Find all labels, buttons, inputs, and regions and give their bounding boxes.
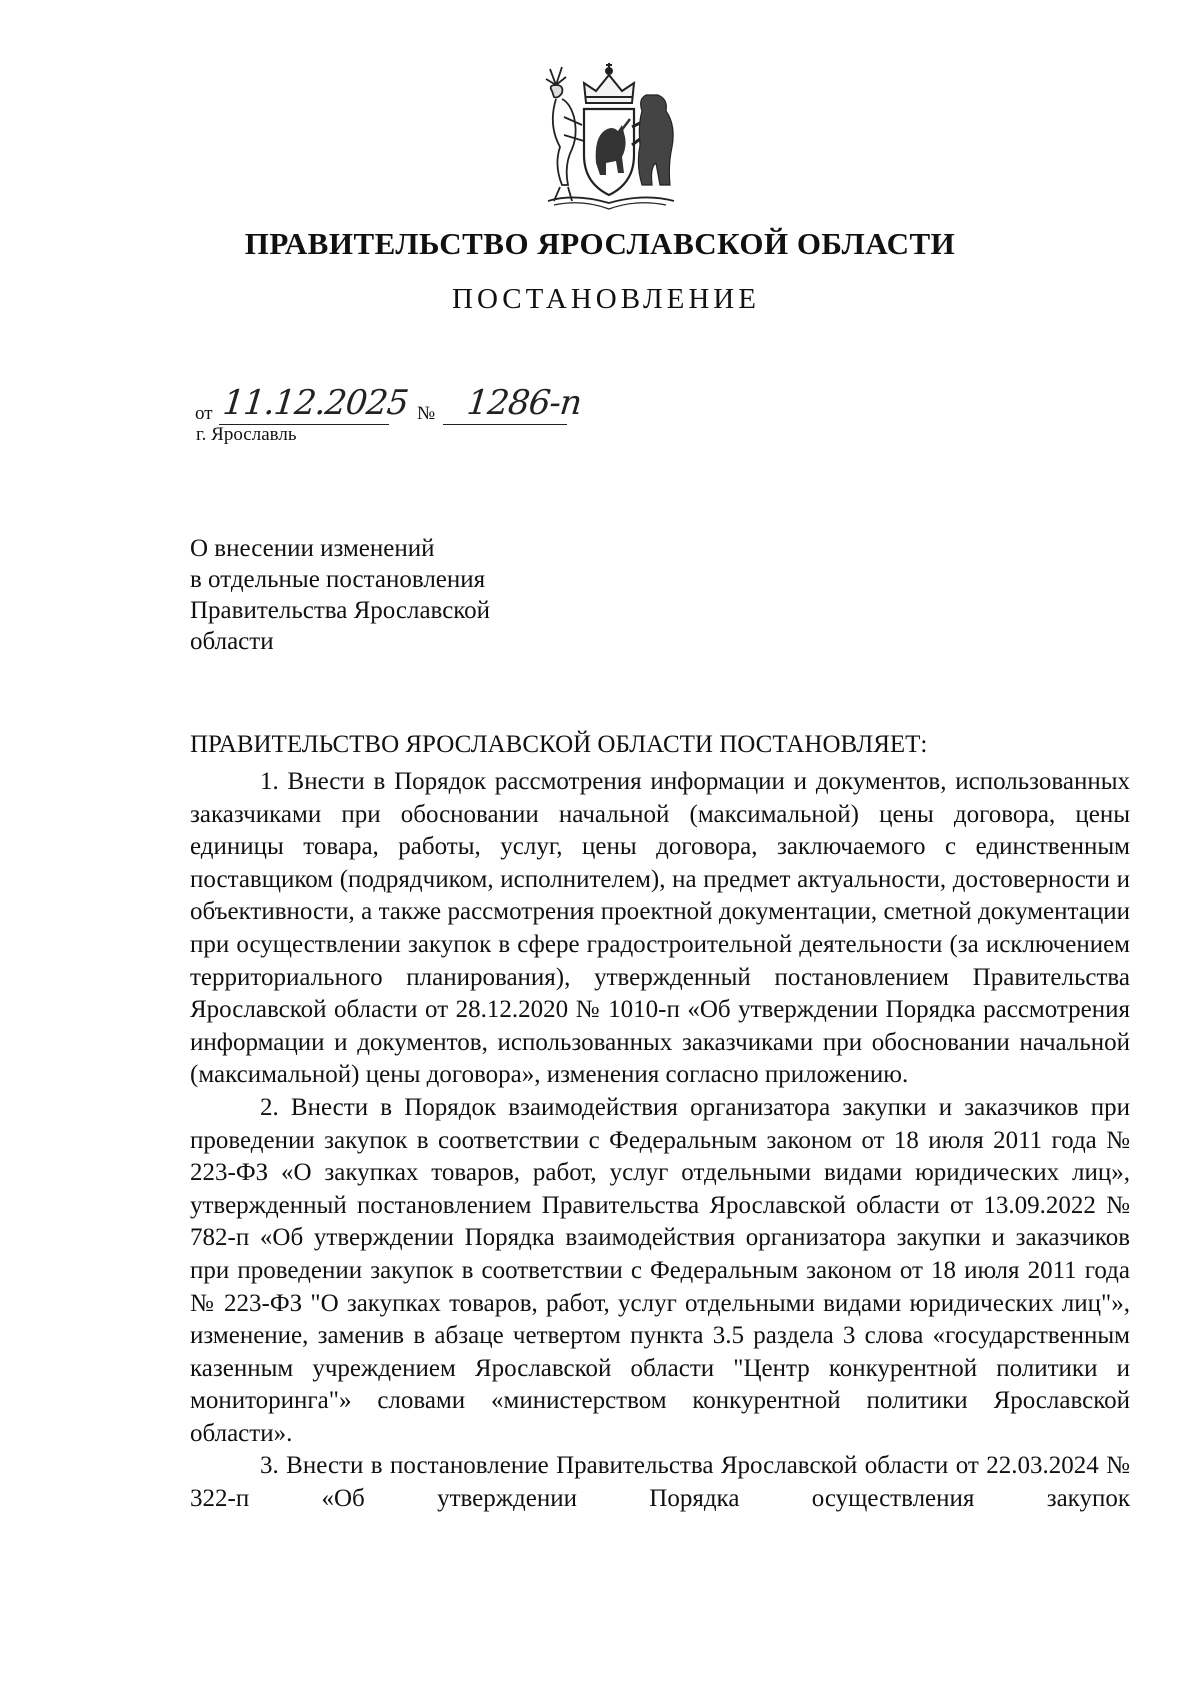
number-prefix: № bbox=[417, 403, 436, 424]
government-title: ПРАВИТЕЛЬСТВО ЯРОСЛАВСКОЙ ОБЛАСТИ bbox=[244, 226, 956, 261]
document-number: 1286-п bbox=[464, 383, 584, 423]
subject-line: в отдельные постановления bbox=[190, 566, 486, 593]
date-prefix: от bbox=[195, 403, 213, 424]
paragraph-3: 3. Внести в постановление Правительства Ярославской области от 22.03.2024 № 322-п «Об утверждении Порядка осуществления закупок bbox=[190, 1452, 1130, 1513]
document-body bbox=[190, 766, 1130, 1516]
document-subject bbox=[190, 533, 490, 657]
document-type: ПОСТАНОВЛЕНИЕ bbox=[452, 283, 760, 315]
document-date-number bbox=[195, 385, 755, 425]
document-date: 11.12.2025 bbox=[220, 383, 410, 423]
paragraph-1: 1. Внести в Порядок рассмотрения информации и документов, использованных заказчиками при обосновании начальной (максимальной) цены договора, цены единицы товара, работы, услуг, цены договора, заключаемого с единственным поставщиком (подрядчиком, исполнителем), на предмет актуальности, достоверности и объективности, а также рассмотрения проектной документации, сметной документации при осуществлении закупок в сфере градостроительной деятельности (за исключением территориального планирования), утвержденный постановлением Правительства Ярославской области от 28.12.2020 № 1010-п «Об утверждении Порядка рассмотрения информации и документов, использованных заказчиками при обосновании начальной (максимальной) цены договора», изменения согласно приложению. bbox=[190, 768, 1130, 1089]
subject-line: области bbox=[190, 628, 274, 655]
paragraph-2: 2. Внести в Порядок взаимодействия организатора закупки и заказчиков при проведении закупок в соответствии с Федеральным законом от 18 июля 2011 года № 223-ФЗ «О закупках товаров, работ, услуг отдельными видами юридических лиц», утвержденный постановлением Правительства Ярославской области от 13.09.2022 № 782-п «Об утверждении Порядка взаимодействия организатора закупки и заказчиков при проведении закупок в соответствии с Федеральным законом от 18 июля 2011 года № 223-ФЗ "О закупках товаров, работ, услуг отдельными видами юридических лиц"», изменение, заменив в абзаце четвертом пункта 3.5 раздела 3 слова «государственным казенным учреждением Ярославской области "Центр конкурентной политики и мониторинга"» словами «министерством конкурентной политики Ярославской области». bbox=[190, 1093, 1130, 1447]
yaroslavl-coat-of-arms-icon bbox=[534, 55, 684, 215]
subject-line: Правительства Ярославской bbox=[190, 597, 491, 624]
document-city: г. Ярославль bbox=[196, 424, 297, 445]
resolves-heading: ПРАВИТЕЛЬСТВО ЯРОСЛАВСКОЙ ОБЛАСТИ ПОСТАНОВЛЯЕТ: bbox=[190, 731, 928, 758]
number-underline bbox=[443, 424, 567, 425]
subject-line: О внесении изменений bbox=[190, 535, 435, 562]
